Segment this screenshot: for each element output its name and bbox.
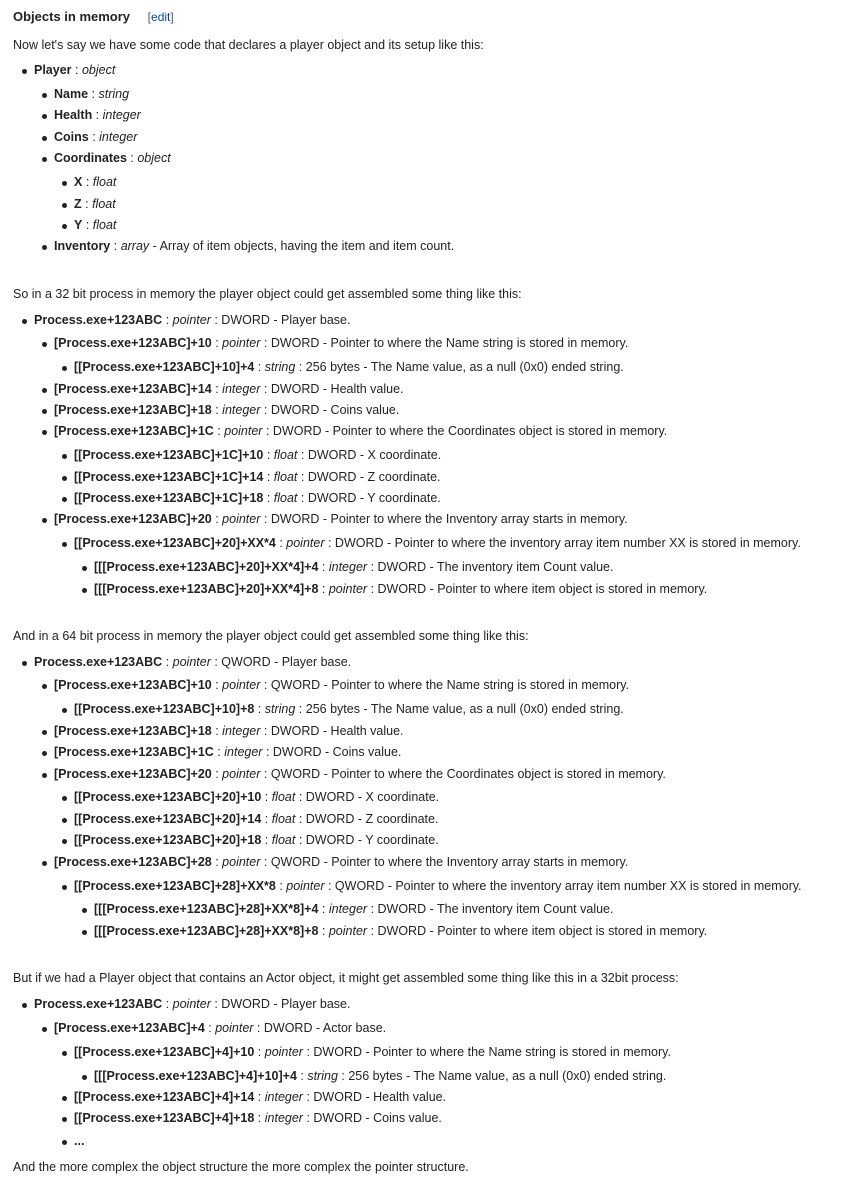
layout-actor-item bbox=[74, 1133, 84, 1149]
layout-32bit-item bbox=[74, 469, 441, 485]
layout-64bit-item bbox=[34, 654, 351, 670]
layout-32bit-item bbox=[74, 535, 801, 551]
entry-type: integer bbox=[224, 745, 263, 759]
entry-name: [[Process.exe+123ABC]+1C]+10 bbox=[74, 448, 264, 462]
entry-separator: : bbox=[275, 536, 287, 550]
edit-section: [edit] bbox=[147, 10, 174, 24]
entry-type: pointer bbox=[172, 655, 211, 669]
entry-name: [Process.exe+123ABC]+14 bbox=[54, 382, 212, 396]
entry-separator: : bbox=[261, 812, 272, 826]
entry-description: : DWORD - Health value. bbox=[260, 724, 404, 738]
entry-description: : DWORD - Pointer to where the Coordinates object is stored in memory. bbox=[262, 424, 668, 438]
closing-paragraph: And the more complex the object structure the more complex the pointer structure. bbox=[13, 1160, 469, 1174]
entry-description: : DWORD - Coins value. bbox=[262, 745, 402, 759]
entry-name: [[Process.exe+123ABC]+20]+10 bbox=[74, 790, 262, 804]
layout-64bit-item bbox=[54, 677, 629, 693]
entry-type: pointer bbox=[222, 855, 261, 869]
entry-name: ... bbox=[74, 1134, 85, 1148]
layout-32bit-item bbox=[54, 402, 399, 418]
entry-separator: : bbox=[211, 512, 223, 526]
entry-type: pointer bbox=[172, 997, 211, 1011]
entry-name: [[Process.exe+123ABC]+20]+18 bbox=[74, 833, 262, 847]
layout-64bit-item bbox=[74, 789, 439, 805]
entry-separator: : bbox=[211, 724, 223, 738]
entry-description: : QWORD - Pointer to where the Name string is stored in memory. bbox=[260, 678, 630, 692]
entry-type: float bbox=[273, 448, 298, 462]
entry-description: : DWORD - Actor base. bbox=[253, 1021, 387, 1035]
entry-type: pointer bbox=[222, 767, 261, 781]
entry-name: [[Process.exe+123ABC]+4]+14 bbox=[74, 1090, 255, 1104]
section-title: Objects in memory bbox=[13, 9, 131, 24]
entry-name: [[Process.exe+123ABC]+1C]+18 bbox=[74, 491, 264, 505]
entry-description: : DWORD - The inventory item Count value. bbox=[367, 560, 614, 574]
entry-name: [[Process.exe+123ABC]+4]+10 bbox=[74, 1045, 255, 1059]
entry-type: float bbox=[92, 175, 117, 189]
entry-separator: : bbox=[263, 491, 274, 505]
entry-type: array bbox=[120, 239, 150, 253]
entry-type: pointer bbox=[286, 536, 325, 550]
entry-name: Coins bbox=[54, 130, 89, 144]
entry-type: float bbox=[273, 491, 298, 505]
entry-description: : 256 bytes - The Name value, as a null (0x0) ended string. bbox=[295, 360, 624, 374]
section-heading bbox=[13, 9, 174, 24]
entry-separator: : bbox=[126, 151, 138, 165]
entry-description: : 256 bytes - The Name value, as a null (0x0) ended string. bbox=[295, 702, 624, 716]
entry-description: - Array of item objects, having the item and item count. bbox=[149, 239, 455, 253]
entry-name: [[Process.exe+123ABC]+10]+4 bbox=[74, 360, 255, 374]
entry-name: [[Process.exe+123ABC]+20]+14 bbox=[74, 812, 262, 826]
layout-actor-item bbox=[74, 1110, 442, 1126]
entry-name: [[[Process.exe+123ABC]+28]+XX*8]+8 bbox=[94, 924, 319, 938]
entry-separator: : bbox=[211, 855, 223, 869]
entry-name: [Process.exe+123ABC]+1C bbox=[54, 424, 214, 438]
entry-type: pointer bbox=[328, 924, 368, 938]
entry-type: integer bbox=[222, 724, 261, 738]
entry-type: object bbox=[81, 63, 116, 77]
entry-description: : DWORD - X coordinate. bbox=[295, 790, 440, 804]
entry-name: [[Process.exe+123ABC]+10]+8 bbox=[74, 702, 255, 716]
entry-description: : DWORD - Y coordinate. bbox=[295, 833, 439, 847]
layout-64bit-item bbox=[74, 832, 439, 848]
edit-link[interactable]: edit bbox=[151, 10, 171, 24]
entry-description: : DWORD - Z coordinate. bbox=[297, 470, 441, 484]
entry-type: float bbox=[271, 833, 296, 847]
layout-64bit-item bbox=[74, 811, 438, 827]
layout-actor-item bbox=[54, 1020, 386, 1036]
entry-type: integer bbox=[328, 560, 368, 574]
entry-type: float bbox=[92, 218, 117, 232]
entry-separator: : bbox=[261, 790, 272, 804]
entry-name: [Process.exe+123ABC]+18 bbox=[54, 724, 212, 738]
entry-description: : DWORD - Pointer to where the Inventory array starts in memory. bbox=[260, 512, 628, 526]
entry-type: pointer bbox=[222, 678, 261, 692]
entry-description: : DWORD - Y coordinate. bbox=[297, 491, 441, 505]
entry-name: [Process.exe+123ABC]+1C bbox=[54, 745, 214, 759]
entry-description: : DWORD - Coins value. bbox=[260, 403, 400, 417]
layout-64bit-item bbox=[54, 766, 666, 782]
entry-name: Coordinates bbox=[54, 151, 127, 165]
entry-description: : DWORD - Player base. bbox=[210, 997, 351, 1011]
entry-type: integer bbox=[99, 130, 138, 144]
entry-separator: : bbox=[162, 655, 173, 669]
entry-separator: : bbox=[254, 1045, 265, 1059]
entry-separator: : bbox=[213, 745, 225, 759]
entry-separator: : bbox=[275, 879, 287, 893]
entry-separator: : bbox=[211, 403, 223, 417]
entry-separator: : bbox=[318, 582, 329, 596]
entry-type: integer bbox=[222, 382, 261, 396]
entry-description: : QWORD - Pointer to where the Inventory array starts in memory. bbox=[260, 855, 629, 869]
entry-separator: : bbox=[110, 239, 121, 253]
entry-type: object bbox=[137, 151, 171, 165]
entry-description: : 256 bytes - The Name value, as a null (0x0) ended string. bbox=[337, 1069, 667, 1083]
entry-description: : DWORD - Pointer to where item object is stored in memory. bbox=[367, 582, 708, 596]
entry-name: Health bbox=[54, 108, 93, 122]
entry-name: [[[Process.exe+123ABC]+20]+XX*4]+4 bbox=[94, 560, 319, 574]
entry-name: [Process.exe+123ABC]+10 bbox=[54, 678, 212, 692]
entry-separator: : bbox=[318, 924, 329, 938]
entry-type: float bbox=[273, 470, 298, 484]
player-structure-item bbox=[54, 86, 129, 102]
entry-name: X bbox=[74, 175, 83, 189]
layout-32bit-item bbox=[74, 490, 441, 506]
layout-64bit-item bbox=[54, 723, 404, 739]
entry-type: pointer bbox=[222, 336, 261, 350]
player-structure-item bbox=[74, 217, 116, 233]
entry-type: pointer bbox=[224, 424, 263, 438]
entry-description: : DWORD - Player base. bbox=[210, 313, 351, 327]
entry-separator: : bbox=[162, 313, 173, 327]
entry-separator: : bbox=[254, 360, 265, 374]
entry-name: [[Process.exe+123ABC]+20]+XX*4 bbox=[74, 536, 276, 550]
entry-separator: : bbox=[92, 108, 103, 122]
player-structure-item bbox=[54, 129, 137, 145]
entry-separator: : bbox=[261, 833, 272, 847]
entry-name: [Process.exe+123ABC]+4 bbox=[54, 1021, 205, 1035]
entry-type: float bbox=[271, 812, 296, 826]
entry-description: : QWORD - Player base. bbox=[210, 655, 352, 669]
layout-64bit-item bbox=[74, 878, 802, 894]
entry-separator: : bbox=[88, 130, 100, 144]
layout-32bit-item bbox=[34, 312, 351, 328]
entry-description: : DWORD - Coins value. bbox=[302, 1111, 442, 1125]
entry-separator: : bbox=[211, 336, 223, 350]
entry-description: : DWORD - Pointer to where item object is stored in memory. bbox=[367, 924, 708, 938]
layout-actor-item bbox=[94, 1068, 666, 1084]
entry-description: : DWORD - Health value. bbox=[260, 382, 404, 396]
entry-name: Player bbox=[34, 63, 72, 77]
entry-name: [Process.exe+123ABC]+18 bbox=[54, 403, 212, 417]
layout-64bit-item bbox=[54, 854, 628, 870]
entry-type: string bbox=[307, 1069, 338, 1083]
layout-actor-item bbox=[74, 1044, 671, 1060]
entry-name: [[[Process.exe+123ABC]+4]+10]+4 bbox=[94, 1069, 297, 1083]
entry-name: [[Process.exe+123ABC]+28]+XX*8 bbox=[74, 879, 276, 893]
entry-type: integer bbox=[264, 1090, 303, 1104]
entry-separator: : bbox=[81, 197, 93, 211]
entry-separator: : bbox=[204, 1021, 216, 1035]
entry-type: integer bbox=[328, 902, 368, 916]
layout-32bit-item bbox=[94, 581, 707, 597]
entry-description: : DWORD - Pointer to where the Name string is stored in memory. bbox=[302, 1045, 671, 1059]
entry-name: Inventory bbox=[54, 239, 111, 253]
entry-type: integer bbox=[102, 108, 141, 122]
entry-separator: : bbox=[318, 560, 329, 574]
layout-actor-item bbox=[34, 996, 351, 1012]
entry-description: : QWORD - Pointer to where the Coordinates object is stored in memory. bbox=[260, 767, 666, 781]
entry-type: pointer bbox=[172, 313, 211, 327]
entry-separator: : bbox=[254, 1090, 265, 1104]
entry-description: : DWORD - Z coordinate. bbox=[295, 812, 439, 826]
entry-type: pointer bbox=[215, 1021, 254, 1035]
entry-separator: : bbox=[162, 997, 173, 1011]
entry-type: string bbox=[264, 702, 296, 716]
entry-name: [[Process.exe+123ABC]+4]+18 bbox=[74, 1111, 255, 1125]
entry-type: pointer bbox=[222, 512, 261, 526]
entry-name: Z bbox=[74, 197, 82, 211]
entry-description: : DWORD - X coordinate. bbox=[297, 448, 442, 462]
entry-name: [[[Process.exe+123ABC]+28]+XX*8]+4 bbox=[94, 902, 319, 916]
entry-separator: : bbox=[254, 1111, 265, 1125]
entry-name: [Process.exe+123ABC]+28 bbox=[54, 855, 212, 869]
entry-description: : DWORD - The inventory item Count value. bbox=[367, 902, 614, 916]
entry-separator: : bbox=[71, 63, 82, 77]
layout-64bit-item bbox=[54, 744, 401, 760]
entry-type: string bbox=[264, 360, 296, 374]
entry-separator: : bbox=[254, 702, 265, 716]
player-structure-item bbox=[54, 150, 171, 166]
entry-name: Process.exe+123ABC bbox=[34, 997, 163, 1011]
layout-32bit-item bbox=[94, 559, 613, 575]
intro-paragraph: Now let's say we have some code that declares a player object and its setup like this: bbox=[13, 38, 484, 52]
player-structure-item bbox=[34, 62, 115, 78]
entry-separator: : bbox=[82, 218, 93, 232]
entry-name: [[[Process.exe+123ABC]+20]+XX*4]+8 bbox=[94, 582, 319, 596]
entry-name: Name bbox=[54, 87, 89, 101]
entry-description: : DWORD - Pointer to where the inventory array item number XX is stored in memory. bbox=[324, 536, 801, 550]
player-structure-item bbox=[74, 196, 116, 212]
layout-64bit-item bbox=[94, 923, 707, 939]
entry-separator: : bbox=[296, 1069, 308, 1083]
entry-description: : QWORD - Pointer to where the inventory array item number XX is stored in memory. bbox=[324, 879, 802, 893]
entry-type: float bbox=[92, 197, 116, 211]
entry-name: [Process.exe+123ABC]+10 bbox=[54, 336, 212, 350]
entry-separator: : bbox=[82, 175, 93, 189]
entry-separator: : bbox=[263, 448, 274, 462]
layout-actor-item bbox=[74, 1089, 446, 1105]
layout-32bit-item bbox=[54, 335, 628, 351]
entry-type: integer bbox=[222, 403, 261, 417]
entry-separator: : bbox=[211, 678, 223, 692]
layout-32bit-item bbox=[54, 423, 667, 439]
entry-description: : DWORD - Health value. bbox=[302, 1090, 447, 1104]
entry-name: Process.exe+123ABC bbox=[34, 655, 163, 669]
entry-separator: : bbox=[211, 767, 223, 781]
entry-type: pointer bbox=[286, 879, 325, 893]
layout-32bit-item bbox=[54, 511, 628, 527]
layout-32bit-item bbox=[74, 359, 624, 375]
paragraph-32bit: So in a 32 bit process in memory the player object could get assembled some thing like this: bbox=[13, 287, 522, 301]
entry-type: string bbox=[98, 87, 130, 101]
entry-type: pointer bbox=[328, 582, 368, 596]
layout-32bit-item bbox=[74, 447, 441, 463]
paragraph-actor: But if we had a Player object that contains an Actor object, it might get assembled some thing like this in a 32bit process: bbox=[13, 971, 679, 985]
entry-description: : DWORD - Pointer to where the Name string is stored in memory. bbox=[260, 336, 629, 350]
entry-type: pointer bbox=[264, 1045, 303, 1059]
layout-32bit-item bbox=[54, 381, 404, 397]
paragraph-64bit: And in a 64 bit process in memory the player object could get assembled some thing like this: bbox=[13, 629, 529, 643]
player-structure-item bbox=[54, 107, 141, 123]
entry-type: integer bbox=[264, 1111, 303, 1125]
entry-separator: : bbox=[213, 424, 225, 438]
entry-separator: : bbox=[263, 470, 274, 484]
entry-name: [Process.exe+123ABC]+20 bbox=[54, 767, 212, 781]
entry-separator: : bbox=[211, 382, 223, 396]
layout-64bit-item bbox=[94, 901, 613, 917]
player-structure-item bbox=[74, 174, 116, 190]
player-structure-item bbox=[54, 238, 454, 254]
entry-name: Process.exe+123ABC bbox=[34, 313, 163, 327]
entry-name: [[Process.exe+123ABC]+1C]+14 bbox=[74, 470, 264, 484]
entry-type: float bbox=[271, 790, 296, 804]
layout-64bit-item bbox=[74, 701, 624, 717]
entry-separator: : bbox=[88, 87, 99, 101]
entry-separator: : bbox=[318, 902, 329, 916]
entry-name: [Process.exe+123ABC]+20 bbox=[54, 512, 212, 526]
entry-name: Y bbox=[74, 218, 83, 232]
